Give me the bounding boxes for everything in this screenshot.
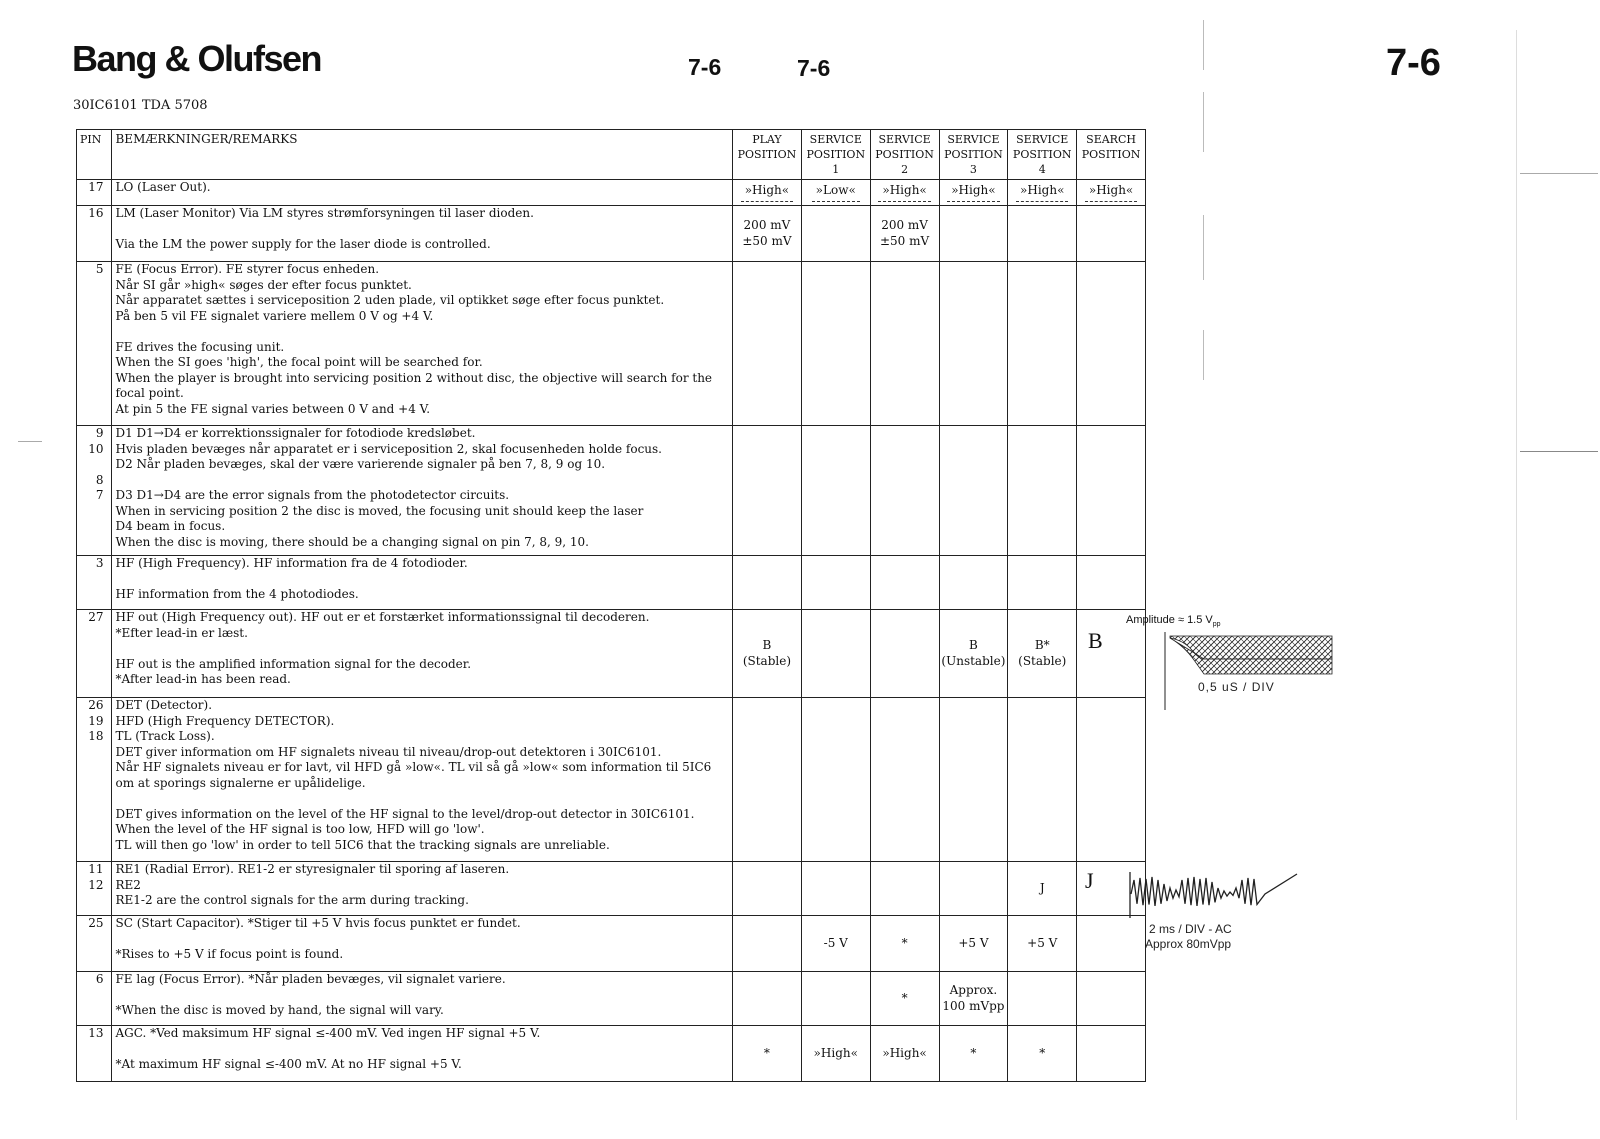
- service-position-1-value: [801, 972, 870, 1026]
- header-service-position-1: SERVICE POSITION 1: [801, 130, 870, 180]
- service-position-1-value: [801, 206, 870, 262]
- remarks-cell: HF (High Frequency). HF information fra de 4 fotodioder. HF information from the 4 photodiodes.: [112, 556, 733, 610]
- play-position-value: B (Stable): [733, 610, 802, 698]
- component-subtitle: 30IC6101 TDA 5708: [73, 98, 208, 113]
- service-position-1-value: [801, 262, 870, 426]
- waveform-j-label: J: [1085, 868, 1094, 893]
- service-position-4-value: [1008, 972, 1077, 1026]
- service-position-1-value: [801, 180, 870, 206]
- remarks-cell: FE lag (Focus Error). *Når pladen bevæges, vil signalet variere. *When the disc is moved by hand, the signal will vary.: [112, 972, 733, 1026]
- service-position-3-value: [939, 862, 1008, 916]
- value-text: »High«: [878, 183, 930, 203]
- service-position-4-value: B* (Stable): [1008, 610, 1077, 698]
- pin-cell: 25: [77, 916, 112, 972]
- play-position-value: [733, 916, 802, 972]
- value-text: »High«: [947, 183, 999, 203]
- service-position-4-value: [1008, 262, 1077, 426]
- service-position-3-value: Approx. 100 mVpp: [939, 972, 1008, 1026]
- header-search-position: SEARCH POSITION: [1077, 130, 1146, 180]
- service-position-4-value: *: [1008, 1026, 1077, 1082]
- margin-tick: [1520, 173, 1598, 174]
- table-row: [77, 206, 1146, 262]
- remarks-cell: D1 D1→D4 er korrektionssignaler for fotodiode kredsløbet. Hvis pladen bevæges når apparatet er i serviceposition 2, skal focusenheden holde focus. D2 Når pladen bevæges, skal der være varierende signaler på ben 7, 8, 9 og 10. D3 D1→D4 are the error signals from the photodetector circuits. When in servicing position 2 the disc is moved, the focusing unit should keep the laser D4 beam in focus. When the disc is moving, there should be a changing signal on pin 7, 8, 9, 10.: [112, 426, 733, 556]
- page-number-2: 7-6: [797, 55, 831, 81]
- remarks-cell: HF out (High Frequency out). HF out er et forstærket informationssignal til decoderen. *Efter lead-in er læst. HF out is the amplified information signal for the decoder. *After lead-in has been read.: [112, 610, 733, 698]
- margin-tick: [1520, 451, 1598, 452]
- play-position-value: *: [733, 1026, 802, 1082]
- pin-cell: 5: [77, 262, 112, 426]
- pin-cell: 13: [77, 1026, 112, 1082]
- service-position-3-value: [939, 262, 1008, 426]
- header-service-position-4: SERVICE POSITION 4: [1008, 130, 1077, 180]
- search-position-value: [1077, 426, 1146, 556]
- table-row: [77, 262, 1146, 426]
- remarks-cell: DET (Detector). HFD (High Frequency DETECTOR). TL (Track Loss). DET giver information om HF signalets niveau til niveau/drop-out detektoren i 30IC6101. Når HF signalets niveau er for lavt, vil HFD gå »low«. TL vil så gå »low« som information til 5IC6 om at sporings signalerne er upålidelige. DET gives information on the level of the HF signal to the level/drop-out detector in 30IC6101. When the level of the HF signal is too low, HFD will go 'low'. TL will then go 'low' in order to tell 5IC6 that the tracking signals are unreliable.: [112, 698, 733, 862]
- service-position-3-value: [939, 180, 1008, 206]
- service-position-2-value: 200 mV ±50 mV: [870, 206, 939, 262]
- service-position-2-value: [870, 180, 939, 206]
- waveform-j-trace: [1125, 868, 1325, 920]
- service-position-4-value: [1008, 426, 1077, 556]
- table-row: [77, 972, 1146, 1026]
- waveform-j-approx: Approx 80mVpp: [1145, 937, 1232, 951]
- service-position-4-value: [1008, 206, 1077, 262]
- service-position-2-value: [870, 610, 939, 698]
- margin-line: [1203, 20, 1204, 70]
- header-service-position-3: SERVICE POSITION 3: [939, 130, 1008, 180]
- search-position-value: [1077, 206, 1146, 262]
- service-position-3-value: B (Unstable): [939, 610, 1008, 698]
- service-position-3-value: [939, 426, 1008, 556]
- pin-cell: 3: [77, 556, 112, 610]
- table-row: [77, 426, 1146, 556]
- search-position-value: [1077, 262, 1146, 426]
- remarks-cell: RE1 (Radial Error). RE1-2 er styresignaler til sporing af laseren. RE2 RE1-2 are the control signals for the arm during tracking.: [112, 862, 733, 916]
- play-position-value: [733, 556, 802, 610]
- pin-cell: 17: [77, 180, 112, 206]
- table-row: [77, 698, 1146, 862]
- table-row: [77, 180, 1146, 206]
- table-row: [77, 916, 1146, 972]
- play-position-value: [733, 862, 802, 916]
- pin-cell: 26 19 18: [77, 698, 112, 862]
- margin-line: [1516, 30, 1517, 1120]
- play-position-value: [733, 698, 802, 862]
- search-position-value: [1077, 916, 1146, 972]
- header-service-position-2: SERVICE POSITION 2: [870, 130, 939, 180]
- service-position-2-value: »High«: [870, 1026, 939, 1082]
- service-position-3-value: *: [939, 1026, 1008, 1082]
- service-position-2-value: *: [870, 916, 939, 972]
- waveform-b-trace: [1160, 630, 1340, 712]
- service-position-3-value: +5 V: [939, 916, 1008, 972]
- service-position-1-value: [801, 426, 870, 556]
- play-position-value: [733, 426, 802, 556]
- margin-line: [1203, 215, 1204, 280]
- pin-remarks-table: [76, 129, 1146, 1082]
- pin-cell: 11 12: [77, 862, 112, 916]
- header-play-position: PLAY POSITION: [733, 130, 802, 180]
- pin-cell: 6: [77, 972, 112, 1026]
- service-position-2-value: [870, 698, 939, 862]
- table-row: [77, 556, 1146, 610]
- service-position-4-value: [1008, 180, 1077, 206]
- service-position-1-value: -5 V: [801, 916, 870, 972]
- margin-line: [1203, 92, 1204, 152]
- table-row: [77, 1026, 1146, 1082]
- service-position-3-value: [939, 556, 1008, 610]
- header-pin: PIN: [77, 130, 112, 180]
- brand-logo: Bang & Olufsen: [72, 38, 322, 79]
- remarks-cell: SC (Start Capacitor). *Stiger til +5 V hvis focus punktet er fundet. *Rises to +5 V if focus point is found.: [112, 916, 733, 972]
- page-number-large: 7-6: [1386, 42, 1441, 84]
- service-position-2-value: [870, 426, 939, 556]
- play-position-value: [733, 180, 802, 206]
- service-position-1-value: [801, 556, 870, 610]
- play-position-value: 200 mV ±50 mV: [733, 206, 802, 262]
- header-remarks: BEMÆRKNINGER/REMARKS: [112, 130, 733, 180]
- service-position-2-value: *: [870, 972, 939, 1026]
- pin-cell: 16: [77, 206, 112, 262]
- margin-tick: [18, 441, 42, 442]
- remarks-cell: AGC. *Ved maksimum HF signal ≤-400 mV. Ved ingen HF signal +5 V. *At maximum HF signal ≤-400 mV. At no HF signal +5 V.: [112, 1026, 733, 1082]
- service-position-1-value: [801, 862, 870, 916]
- value-text: »High«: [741, 183, 793, 203]
- service-position-1-value: [801, 698, 870, 862]
- remarks-cell: LM (Laser Monitor) Via LM styres strømforsyningen til laser dioden. Via the LM the power supply for the laser diode is controlled.: [112, 206, 733, 262]
- table-row: [77, 610, 1146, 698]
- page-number-1: 7-6: [688, 54, 722, 80]
- service-position-3-value: [939, 206, 1008, 262]
- service-position-2-value: [870, 862, 939, 916]
- search-position-value: [1077, 1026, 1146, 1082]
- waveform-b-label: B: [1088, 628, 1103, 653]
- search-position-value: [1077, 180, 1146, 206]
- service-position-1-value: »High«: [801, 1026, 870, 1082]
- service-position-3-value: [939, 698, 1008, 862]
- value-text: »High«: [1016, 183, 1068, 203]
- service-position-2-value: [870, 262, 939, 426]
- remarks-cell: FE (Focus Error). FE styrer focus enheden. Når SI går »high« søges der efter focus punktet. Når apparatet sættes i serviceposition 2 uden plade, vil optikket søge efter focus punktet. På ben 5 vil FE signalet variere mellem 0 V og +4 V. FE drives the focusing unit. When the SI goes 'high', the focal point will be searched for. When the player is brought into servicing position 2 without disc, the objective will search for the focal point. At pin 5 the FE signal varies between 0 V and +4 V.: [112, 262, 733, 426]
- play-position-value: [733, 262, 802, 426]
- margin-line: [1203, 330, 1204, 380]
- pin-cell: 27: [77, 610, 112, 698]
- play-position-value: [733, 972, 802, 1026]
- service-position-4-value: [1008, 556, 1077, 610]
- waveform-b-amplitude: Amplitude ≈ 1.5 $V_{pp}$: [1126, 614, 1221, 629]
- waveform-b-scale: 0,5 uS / DIV: [1198, 680, 1275, 694]
- search-position-value: [1077, 972, 1146, 1026]
- waveform-j-scale: 2 ms / DIV - AC: [1149, 922, 1232, 936]
- service-position-1-value: [801, 610, 870, 698]
- value-text: »Low«: [812, 183, 860, 203]
- table-row: [77, 862, 1146, 916]
- service-position-4-value: [1008, 698, 1077, 862]
- service-position-2-value: [870, 556, 939, 610]
- service-position-4-value: +5 V: [1008, 916, 1077, 972]
- search-position-value: [1077, 556, 1146, 610]
- value-text: »High«: [1085, 183, 1137, 203]
- pin-cell: 9 10 8 7: [77, 426, 112, 556]
- search-position-value: [1077, 698, 1146, 862]
- service-position-4-value: J: [1008, 862, 1077, 916]
- remarks-cell: LO (Laser Out).: [112, 180, 733, 206]
